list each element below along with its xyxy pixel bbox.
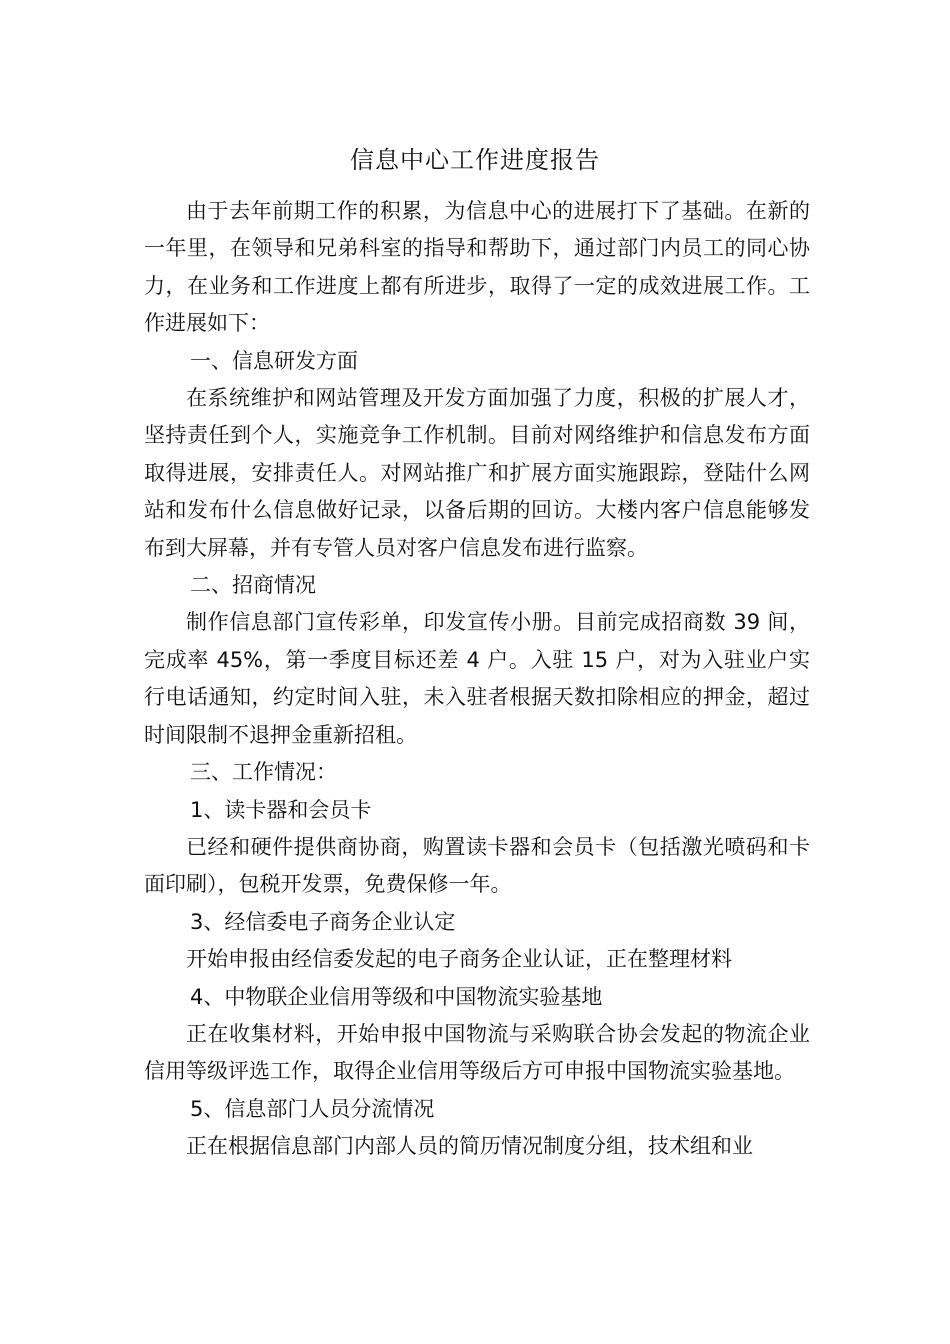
subheading-staffing: 5、信息部门人员分流情况	[190, 1096, 435, 1121]
section-heading-work: 三、工作情况：	[190, 760, 337, 785]
paragraph-rd: 在系统维护和网站管理及开发方面加强了力度，积极的扩展人才，坚持责任到个人，实施竞争工作机制。目前对网络维护和信息发布方面取得进展，安排责任人。对网站推广和扩展方面实施跟踪，登陆什么网站和发布什么信息做好记录，以备后期的回访。大楼内客户信息能够发布到大屏幕，并有专管人员对客户信息发布进行监察。	[144, 386, 810, 560]
subheading-card-reader: 1、读卡器和会员卡	[190, 797, 372, 822]
paragraph-staffing: 正在根据信息部门内部人员的简历情况制度分组，技术组和业	[186, 1134, 753, 1159]
subheading-ecommerce: 3、经信委电子商务企业认定	[190, 909, 456, 934]
document-body	[144, 193, 810, 1166]
paragraph-ecommerce: 开始申报由经信委发起的电子商务企业认证，正在整理材料	[186, 947, 732, 972]
paragraph-logistics: 正在收集材料，开始申报中国物流与采购联合协会发起的物流企业信用等级评选工作，取得企业信用等级后方可申报中国物流实验基地。	[144, 1021, 810, 1084]
subheading-logistics: 4、中物联企业信用等级和中国物流实验基地	[190, 984, 603, 1009]
section-heading-rd: 一、信息研发方面	[190, 348, 358, 373]
section-heading-investment: 二、招商情况	[190, 573, 316, 598]
document-title: 信息中心工作进度报告	[350, 146, 600, 174]
paragraph-investment: 制作信息部门宣传彩单，印发宣传小册。目前完成招商数 39 间，完成率 45%，第一季度目标还差 4 户。入驻 15 户，对为入驻业户实行电话通知，约定时间入驻，未入驻者根据天数扣除相应的押金，超过时间限制不退押金重新招租。	[144, 610, 810, 747]
paragraph-card-reader: 已经和硬件提供商协商，购置读卡器和会员卡（包括激光喷码和卡面印刷），包税开发票，免费保修一年。	[144, 834, 810, 897]
paragraph-intro: 由于去年前期工作的积累，为信息中心的进展打下了基础。在新的一年里，在领导和兄弟科室的指导和帮助下，通过部门内员工的同心协力，在业务和工作进度上都有所进步，取得了一定的成效进展工作。工作进展如下：	[144, 199, 810, 336]
